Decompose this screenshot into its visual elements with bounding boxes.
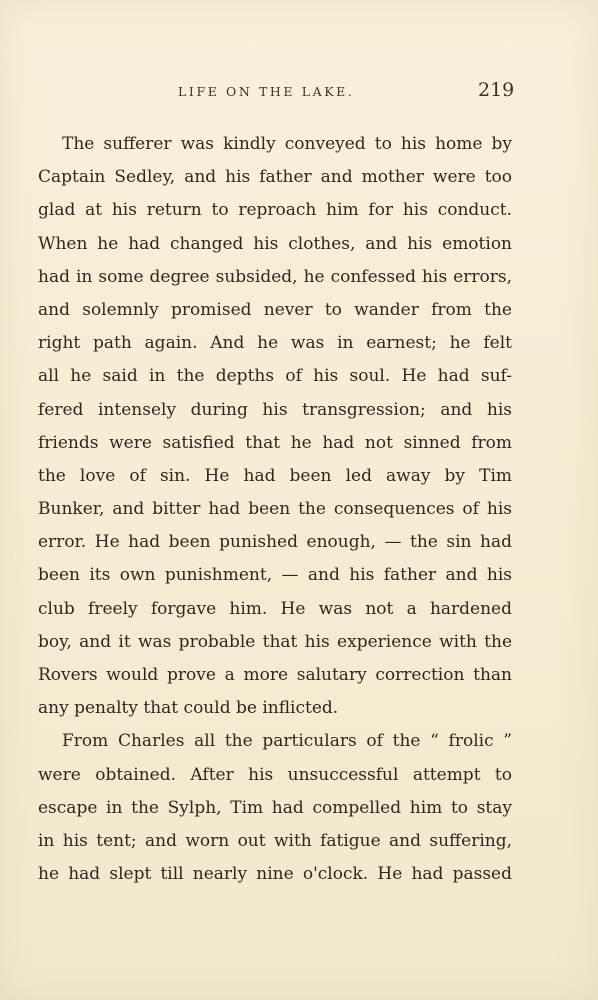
text-line: had in some degree subsided, he confessed his errors, [38,266,512,287]
text-line: club freely forgave him. He was not a hardened [38,598,512,619]
text-line: fered intensely during his transgression; and his [38,399,512,420]
text-line: error. He had been punished enough, — the sin had [38,532,512,553]
text-line: friends were satisfied that he had not sinned from [38,432,512,453]
text-line: The sufferer was kindly conveyed to his home by [62,134,512,154]
text-line: and solemnly promised never to wander from the [38,299,512,320]
text-line: any penalty that could be inflicted. [38,698,339,719]
text-line: were obtained. After his unsuccessful attempt to [38,764,512,785]
text-line: glad at his return to reproach him for his conduct. [38,200,512,221]
running-head [0,80,598,104]
text-line: in his tent; and worn out with fatigue and suffering, [38,830,512,851]
running-title: LIFE ON THE LAKE. [178,84,355,99]
text-line: boy, and it was probable that his experience with the [38,631,512,652]
text-line: been its own punishment, — and his father and his [38,565,512,586]
text-line: the love of sin. He had been led away by Tim [38,465,512,486]
body-text [38,128,512,891]
text-line: Rovers would prove a more salutary correction than [38,665,512,685]
text-line: all he said in the depths of his soul. He had suf- [38,366,512,387]
text-line: he had slept till nearly nine o'clock. He had passed [38,864,512,885]
text-line: Captain Sedley, and his father and mother were too [38,167,512,188]
text-line: From Charles all the particulars of the “ frolic ” [62,731,512,752]
text-line: When he had changed his clothes, and his emotion [38,233,512,254]
text-line: escape in the Sylph, Tim had compelled him to stay [38,797,512,818]
text-line: Bunker, and bitter had been the consequences of his [38,499,512,520]
text-line: right path again. And he was in earnest; he felt [38,333,512,354]
page-number: 219 [478,79,515,101]
